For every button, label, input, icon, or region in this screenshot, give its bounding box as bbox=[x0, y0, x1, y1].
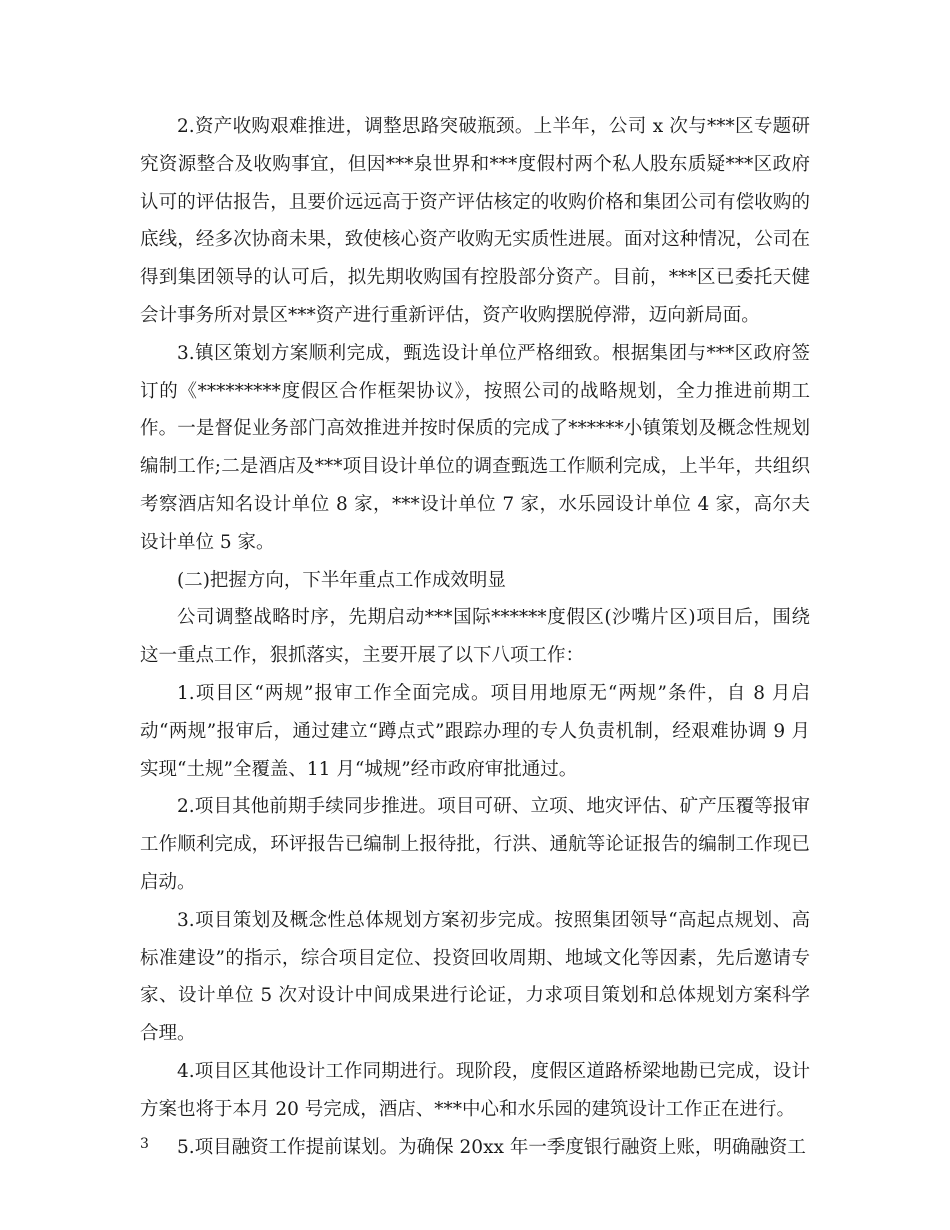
page-number: 3 bbox=[140, 1136, 149, 1152]
paragraph-other-design-work: 4.项目区其他设计工作同期进行。现阶段，度假区道路桥梁地勘已完成，设计方案也将于本月 20 号完成，酒店、***中心和水乐园的建筑设计工作正在进行。 bbox=[140, 1060, 810, 1120]
paragraph-conceptual-planning: 3.项目策划及概念性总体规划方案初步完成。按照集团领导“高起点规划、高标准建设”的指示，综合项目定位、投资回收周期、地域文化等因素，先后邀请专家、设计单位 5 次对设计中间成果进行论证，力求项目策划和总体规划方案科学合理。 bbox=[140, 909, 810, 1045]
paragraph-strategy-adjustment: 公司调整战略时序，先期启动***国际******度假区(沙嘴片区)项目后，围绕这一重点工作，狠抓落实，主要开展了以下八项工作： bbox=[140, 607, 810, 667]
paragraph-preliminary-procedures: 2.项目其他前期手续同步推进。项目可研、立项、地灾评估、矿产压覆等报审工作顺利完成，环评报告已编制上报待批，行洪、通航等论证报告的编制工作现已启动。 bbox=[140, 796, 810, 893]
document-body bbox=[140, 108, 810, 1166]
paragraph-town-planning: 3.镇区策划方案顺利完成，甄选设计单位严格细致。根据集团与***区政府签订的《*********度假区合作框架协议》，按照公司的战略规划，全力推进前期工作。一是督促业务部门高效推进并按时保质的完成了******小镇策划及概念性规划编制工作;二是酒店及***项目设计单位的调查甄选工作顺利完成，上半年，共组织考察酒店知名设计单位 8 家，***设计单位 7 家，水乐园设计单位 4 家，高尔夫设计单位 5 家。 bbox=[140, 342, 810, 553]
paragraph-financing: 5.项目融资工作提前谋划。为确保 20xx 年一季度银行融资上账，明确融资工 bbox=[177, 1136, 806, 1158]
paragraph-asset-acquisition: 2.资产收购艰难推进，调整思路突破瓶颈。上半年，公司 x 次与***区专题研究资源整合及收购事宜，但因***泉世界和***度假村两个私人股东质疑***区政府认可的评估报告，且要价远远高于资产评估核定的收购价格和集团公司有偿收购的底线，经多次协商未果，致使核心资产收购无实质性进展。面对这种情况，公司在得到集团领导的认可后，拟先期收购国有控股部分资产。目前，***区已委托天健会计事务所对景区***资产进行重新评估，资产收购摆脱停滞，迈向新局面。 bbox=[140, 116, 810, 326]
paragraph-two-plans-review: 1.项目区“两规”报审工作全面完成。项目用地原无“两规”条件，自 8 月启动“两规”报审后，通过建立“蹲点式”跟踪办理的专人负责机制，经艰难协调 9 月实现“土规”全覆盖、11 月“城规”经市政府审批通过。 bbox=[140, 682, 810, 780]
section-heading-second-half: (二)把握方向，下半年重点工作成效明显 bbox=[177, 569, 506, 591]
